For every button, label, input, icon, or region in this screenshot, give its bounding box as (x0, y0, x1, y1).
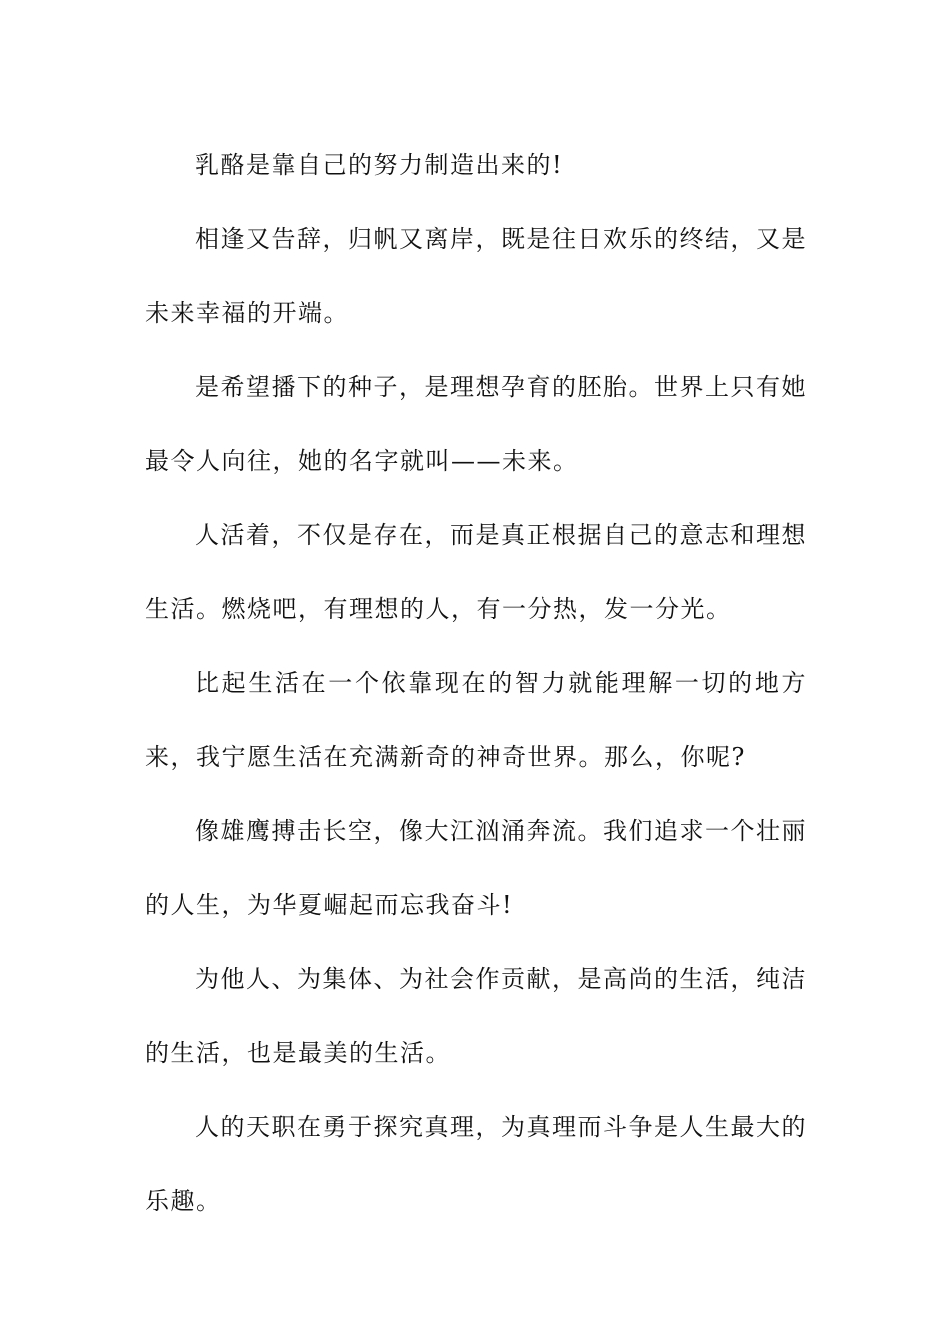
paragraph: 比起生活在一个依靠现在的智力就能理解一切的地方来，我宁愿生活在充满新奇的神奇世界。那么，你呢? (145, 669, 807, 771)
paragraph: 是希望播下的种子，是理想孕育的胚胎。世界上只有她最令人向往，她的名字就叫——未来。 (145, 373, 807, 475)
paragraph: 相逢又告辞，归帆又离岸，既是往日欢乐的终结，又是未来幸福的开端。 (145, 225, 807, 327)
paragraph: 像雄鹰搏击长空，像大江汹涌奔流。我们追求一个壮丽的人生，为华夏崛起而忘我奋斗! (145, 817, 807, 919)
paragraph: 为他人、为集体、为社会作贡献，是高尚的生活，纯洁的生活，也是最美的生活。 (145, 965, 807, 1067)
paragraph: 人活着，不仅是存在，而是真正根据自己的意志和理想生活。燃烧吧，有理想的人，有一分热，发一分光。 (145, 521, 807, 623)
paragraph: 人的天职在勇于探究真理，为真理而斗争是人生最大的乐趣。 (145, 1113, 807, 1215)
document-body (145, 128, 807, 1238)
paragraph: 乳酪是靠自己的努力制造出来的! (195, 151, 564, 179)
